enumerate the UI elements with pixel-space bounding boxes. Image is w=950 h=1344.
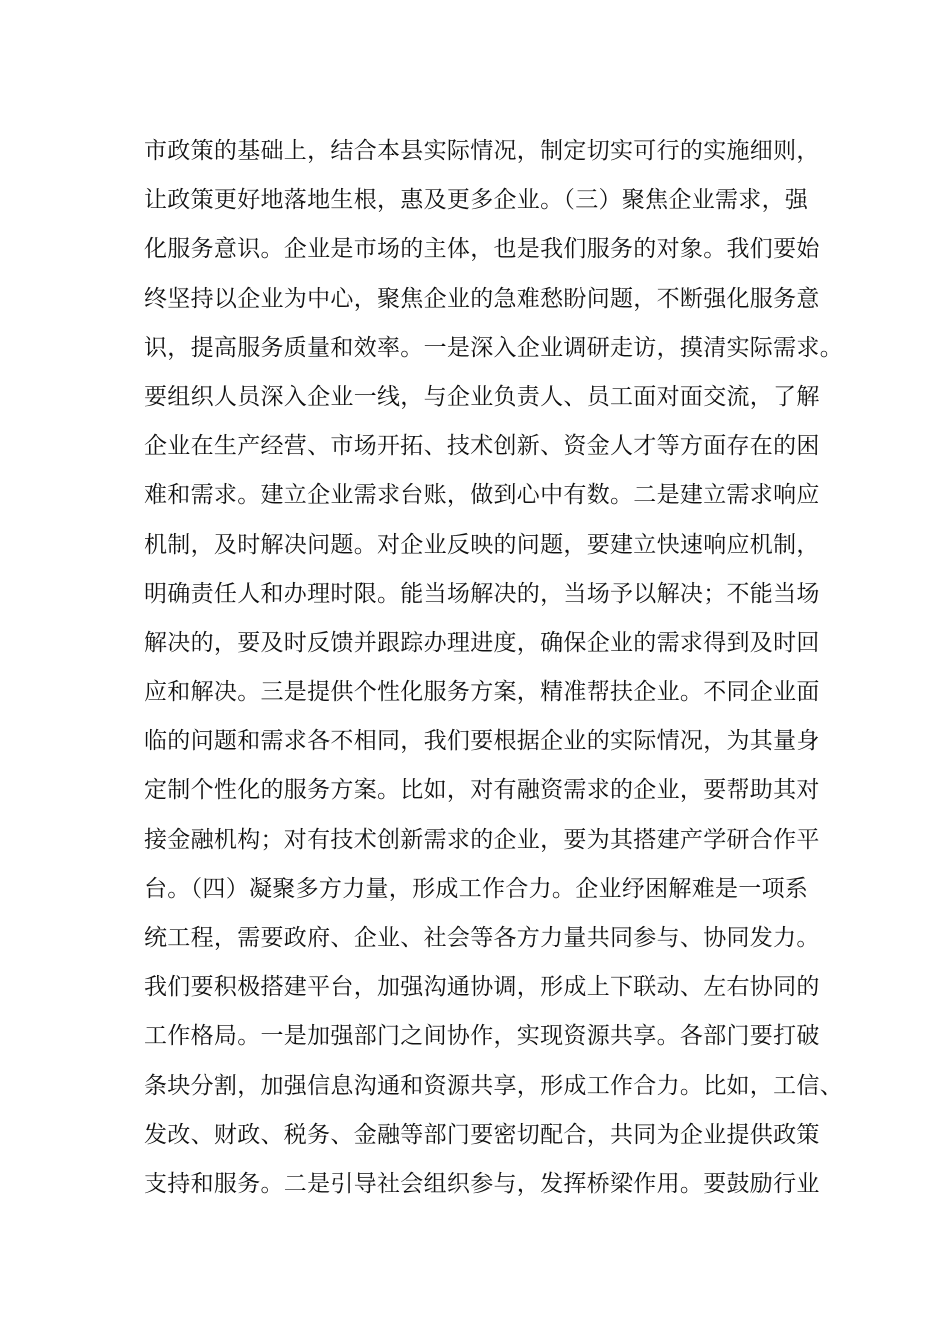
- text-line: 要组织人员深入企业一线，与企业负责人、员工面对面交流，了解: [144, 383, 820, 410]
- text-line: 台。（四）凝聚多方力量，形成工作合力。企业纾困解难是一项系: [144, 875, 809, 902]
- text-line: 让政策更好地落地生根，惠及更多企业。（三）聚焦企业需求，强: [144, 187, 809, 214]
- text-line: 机制，及时解决问题。对企业反映的问题，要建立快速响应机制，: [144, 531, 820, 558]
- text-line: 市政策的基础上，结合本县实际情况，制定切实可行的实施细则，: [144, 138, 820, 164]
- text-line: 企业在生产经营、市场开拓、技术创新、资金人才等方面存在的困: [144, 433, 820, 460]
- text-line: 终坚持以企业为中心，聚焦企业的急难愁盼问题，不断强化服务意: [144, 285, 820, 312]
- text-line: 定制个性化的服务方案。比如，对有融资需求的企业，要帮助其对: [144, 777, 820, 804]
- text-line: 临的问题和需求各不相同，我们要根据企业的实际情况，为其量身: [144, 728, 820, 755]
- text-line: 识，提高服务质量和效率。一是深入企业调研走访，摸清实际需求。: [144, 334, 843, 361]
- text-line: 接金融机构；对有技术创新需求的企业，要为其搭建产学研合作平: [144, 826, 820, 853]
- text-line: 解决的，要及时反馈并跟踪办理进度，确保企业的需求得到及时回: [144, 629, 820, 656]
- text-line: 明确责任人和办理时限。能当场解决的，当场予以解决；不能当场: [144, 580, 820, 607]
- text-line: 应和解决。三是提供个性化服务方案，精准帮扶企业。不同企业面: [144, 679, 820, 706]
- text-line: 化服务意识。企业是市场的主体，也是我们服务的对象。我们要始: [144, 236, 820, 263]
- text-line: 条块分割，加强信息沟通和资源共享，形成工作合力。比如，工信、: [144, 1072, 843, 1099]
- body-text: [144, 127, 844, 1209]
- text-line: 工作格局。一是加强部门之间协作，实现资源共享。各部门要打破: [144, 1023, 820, 1050]
- text-line: 支持和服务。二是引导社会组织参与，发挥桥梁作用。要鼓励行业: [144, 1170, 820, 1197]
- text-line: 统工程，需要政府、企业、社会等各方力量共同参与、协同发力。: [144, 925, 820, 951]
- text-line: 难和需求。建立企业需求台账，做到心中有数。二是建立需求响应: [144, 482, 820, 509]
- text-line: 发改、财政、税务、金融等部门要密切配合，共同为企业提供政策: [144, 1121, 820, 1148]
- text-line: 我们要积极搭建平台，加强沟通协调，形成上下联动、左右协同的: [144, 974, 820, 1001]
